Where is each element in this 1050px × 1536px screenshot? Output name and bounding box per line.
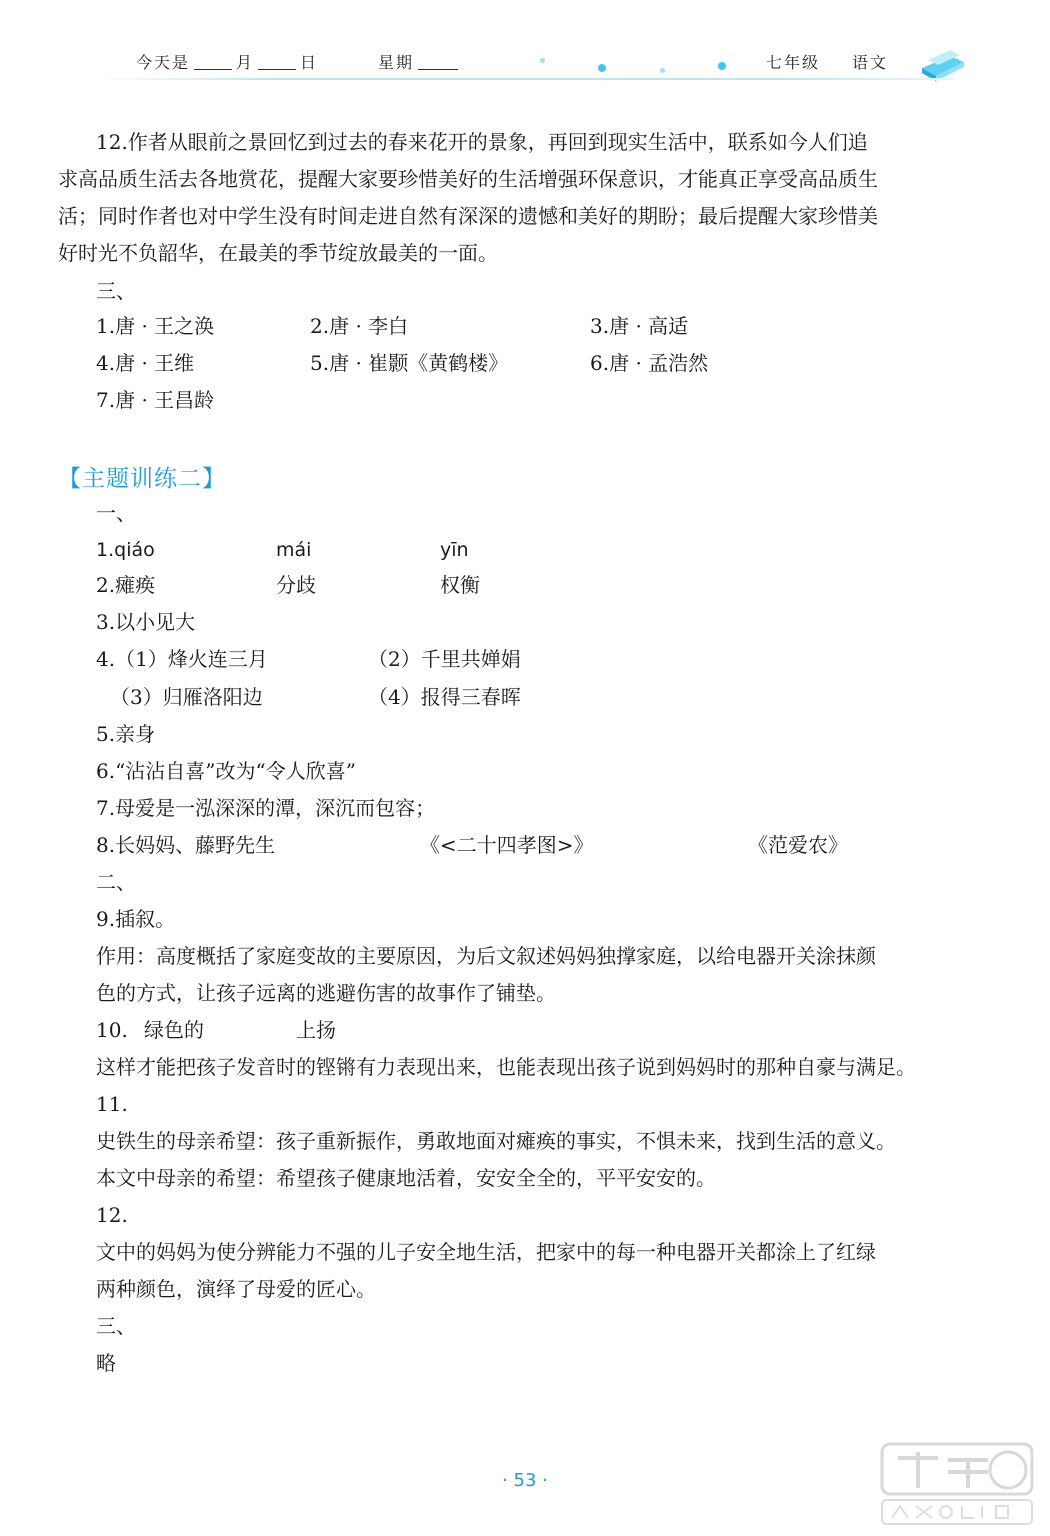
q2-word-1: 2.瘫痪 [96,573,156,597]
decor-dot [660,68,665,73]
q9-effect-line1: 作用：高度概括了家庭变故的主要原因，为后文叙述妈妈独撑家庭，以给电器开关涂抹颜 [96,944,876,968]
q8-part3: 《范爱农》 [748,833,848,857]
section-three-b-heading: 三、 [96,1314,136,1338]
q1-pinyin-1: 1.qiáo [96,539,155,561]
header-rule [95,78,955,80]
q10-answer-2: 上扬 [296,1018,336,1042]
q6-answer: 6.“沾沾自喜”改为“令人欣喜” [96,759,356,783]
weekday-blank [418,55,458,70]
q1-pinyin-2: mái [276,539,312,561]
poet-6: 6.唐 · 孟浩然 [590,351,709,375]
section-title: 【主题训练二】 [58,466,226,492]
month-label: 月 [236,53,255,72]
q11-number: 11. [96,1092,128,1116]
decor-dot [540,58,545,63]
q1-pinyin-3: yīn [440,539,469,561]
section-three-heading: 三、 [96,279,136,303]
date-line [136,50,318,73]
weekday-label: 星期 [378,53,415,72]
watermark-logo [878,1440,1038,1528]
month-blank [194,55,232,70]
day-label: 日 [300,53,319,72]
decor-dot [598,64,606,72]
weekday-line [378,50,462,73]
poet-5: 5.唐 · 崔颢《黄鹤楼》 [310,351,509,375]
q4-part3: （3）归雁洛阳边 [110,685,263,709]
section-three-b-answer: 略 [96,1351,116,1375]
q7-answer: 7.母爱是一泓深深的潭，深沉而包容； [96,796,436,820]
para12-line3: 活；同时作者也对中学生没有时间走进自然有深深的遗憾和美好的期盼；最后提醒大家珍惜美 [58,204,878,228]
grade-label: 七年级 [766,53,821,72]
poet-7: 7.唐 · 王昌龄 [96,388,215,412]
q12-answer-line1: 文中的妈妈为使分辨能力不强的儿子安全地生活，把家中的每一种电器开关都涂上了红绿 [96,1240,876,1264]
q8-part2: 《<二十四孝图>》 [420,833,594,857]
q12-number: 12. [96,1203,128,1227]
q2-word-3: 权衡 [440,573,480,597]
poet-2: 2.唐 · 李白 [310,314,409,338]
today-label: 今天是 [136,53,191,72]
page-header [0,0,1050,100]
poet-1: 1.唐 · 王之涣 [96,314,215,338]
para12-line1: 12.作者从眼前之景回忆到过去的春来花开的景象，再回到现实生活中，联系如今人们追 [96,130,868,154]
page-number: · 53 · [502,1470,548,1491]
section-one-heading: 一、 [96,501,136,525]
q4-part2: （2）千里共婵娟 [368,647,521,671]
day-blank [258,55,296,70]
q2-word-2: 分歧 [276,573,316,597]
para12-line4: 好时光不负韶华，在最美的季节绽放最美的一面。 [58,241,498,265]
q10-explanation: 这样才能把孩子发音时的铿锵有力表现出来，也能表现出孩子说到妈妈时的那种自豪与满足。 [96,1055,916,1079]
q11-answer-a: 史铁生的母亲希望：孩子重新振作，勇敢地面对瘫痪的事实，不惧未来，找到生活的意义。 [96,1129,896,1153]
section-two-heading: 二、 [96,870,136,894]
poet-4: 4.唐 · 王维 [96,351,195,375]
q10-number: 10. [96,1018,128,1042]
q4-part1: 4.（1）烽火连三月 [96,647,268,671]
para12-line2: 求高品质生活去各地赏花，提醒大家要珍惜美好的生活增强环保意识，才能真正享受高品质生 [58,167,878,191]
decor-dot [718,62,726,70]
q3-answer: 3.以小见大 [96,610,196,634]
subject-label: 语文 [852,53,889,72]
q8-part1: 8.长妈妈、藤野先生 [96,833,276,857]
q9-answer: 9.插叙。 [96,907,176,931]
poet-3: 3.唐 · 高适 [590,314,689,338]
q5-answer: 5.亲身 [96,722,156,746]
q9-effect-line2: 色的方式，让孩子远离的逃避伤害的故事作了铺垫。 [96,981,556,1005]
q12-answer-line2: 两种颜色，演绎了母爱的匠心。 [96,1277,376,1301]
q4-part4: （4）报得三春晖 [368,685,521,709]
q11-answer-b: 本文中母亲的希望：希望孩子健康地活着，安安全全的，平平安安的。 [96,1166,716,1190]
q10-answer-1: 绿色的 [144,1018,204,1042]
